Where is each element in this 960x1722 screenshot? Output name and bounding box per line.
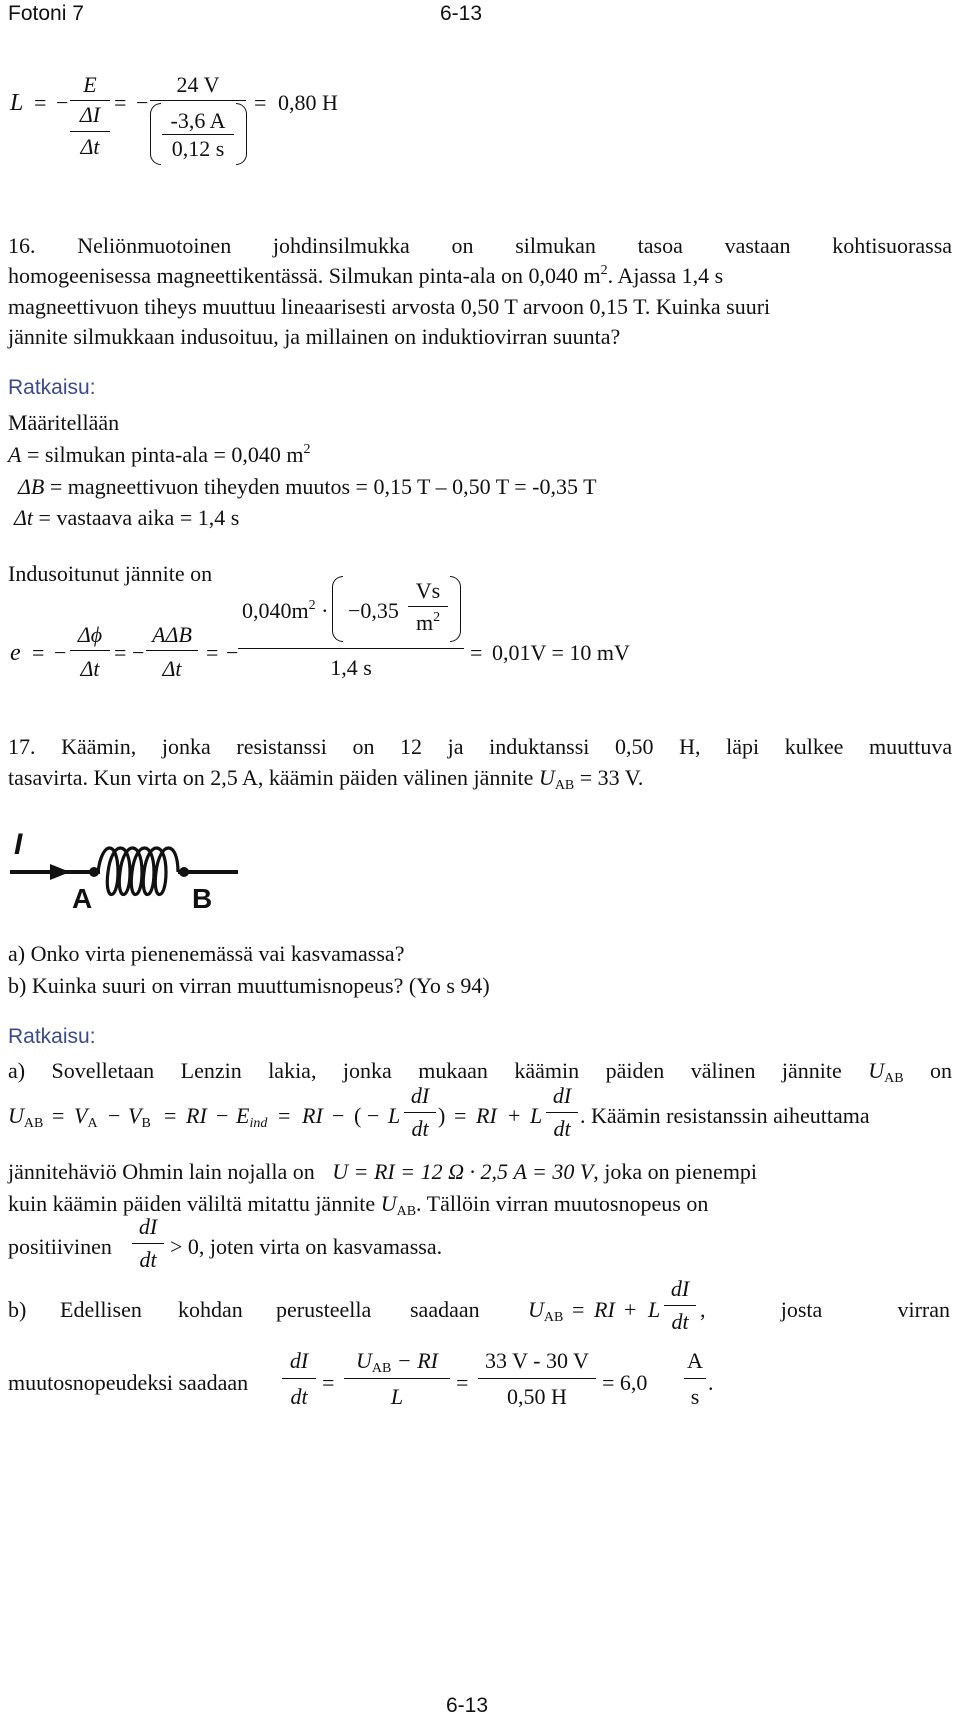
- word: lakia,: [268, 1058, 317, 1083]
- def-dt: [14, 505, 239, 531]
- word: on: [930, 1058, 953, 1083]
- fraction-bar: [70, 650, 110, 651]
- eq-minus: −: [216, 1103, 229, 1128]
- sol-a-line-3: [8, 1159, 757, 1185]
- fraction-bar: [70, 131, 110, 132]
- word: a): [8, 1058, 26, 1083]
- define-text: Määritellään: [8, 410, 120, 435]
- sol-b-line-1-tail: , josta virran: [700, 1297, 950, 1322]
- eq-paren: ( −: [354, 1103, 380, 1128]
- word: Käämin,: [61, 734, 137, 759]
- eq-dt: Δt: [162, 656, 182, 681]
- eq-equals: =: [32, 640, 45, 665]
- eq-Vs: Vs: [415, 578, 441, 603]
- eq-equals: =: [114, 90, 127, 115]
- eq-dphi: Δϕ: [77, 622, 103, 647]
- sol-a-line-1: [8, 1058, 952, 1087]
- sol-a-line-4: [8, 1191, 708, 1220]
- fraction-bar: [132, 1243, 164, 1244]
- word: induktanssi: [489, 734, 590, 759]
- def-dB: [18, 474, 597, 500]
- word: perusteella: [276, 1297, 372, 1322]
- eq-minus: −: [226, 640, 239, 665]
- eq-result: 0,80 H: [278, 90, 338, 115]
- eq-equals: =: [278, 1103, 291, 1128]
- sol-a-line-5-tail: [170, 1234, 442, 1260]
- eq-dt: Δt: [80, 134, 100, 159]
- fraction-bar: [404, 1112, 436, 1113]
- eq-dI: ΔI: [79, 102, 101, 127]
- sol-b-label: b): [8, 1297, 27, 1322]
- eq-result: = 6,0: [602, 1370, 648, 1395]
- word: 12: [400, 734, 423, 759]
- word: on: [352, 734, 375, 759]
- solution-heading: Ratkaisu:: [8, 376, 96, 399]
- word: 0,50: [615, 734, 654, 759]
- eq-den-L: L: [390, 1384, 404, 1409]
- text: homogeenisessa magneettikentässä. Silmukan pinta-ala on 0,040 m: [8, 263, 601, 288]
- paren-right: [450, 576, 461, 642]
- text: kuin käämin päiden väliltä mitattu jännite: [8, 1191, 381, 1216]
- word: Neliönmuotoinen: [77, 233, 232, 258]
- fraction-bar: [282, 1378, 316, 1379]
- eq-den-top: -3,6 A: [170, 108, 226, 133]
- subscript: B: [141, 1116, 151, 1131]
- word: 17.: [8, 734, 36, 759]
- word: ja: [447, 734, 464, 759]
- question-b: b) Kuinka suuri on virran muuttumisnopeus? (Yo s 94): [8, 973, 490, 998]
- eq-equals: =: [164, 1103, 177, 1128]
- eq-dt: dt: [553, 1116, 571, 1141]
- text: = 33 V.: [574, 765, 644, 790]
- eq-UAB: $U_{AB}$: [8, 1103, 44, 1131]
- eq-result: 0,01V = 10 mV: [492, 640, 630, 665]
- eq-numerator: 24 V: [176, 72, 220, 97]
- eq-L: L: [530, 1103, 543, 1128]
- word: välinen: [690, 1058, 756, 1083]
- sol-a-positive: positiivinen: [8, 1234, 112, 1259]
- text: m: [415, 610, 434, 635]
- word: jonka: [342, 1058, 392, 1083]
- p17-line-2: [8, 765, 643, 794]
- text: . Tällöin virran muutosnopeus on: [416, 1191, 709, 1216]
- word: Sovelletaan: [51, 1058, 155, 1083]
- paren-right: [236, 103, 247, 165]
- word: kohdan: [178, 1297, 243, 1322]
- text: 0,040m: [242, 598, 309, 623]
- symbol: A: [8, 442, 22, 467]
- eq-L-symbol: L: [10, 90, 24, 116]
- fraction-bar: [146, 650, 198, 651]
- text: . Ajassa 1,4 s: [607, 263, 724, 288]
- word: kohtisuorassa: [832, 233, 953, 258]
- superscript: 2: [600, 263, 608, 278]
- eq-plus: +: [624, 1297, 637, 1322]
- fraction-bar: [162, 134, 234, 135]
- text: , joten virta on kasvamassa.: [198, 1234, 443, 1259]
- question-a: a) Onko virta pienenemässä vai kasvamassa?: [8, 941, 405, 966]
- diagram-label-I: I: [14, 828, 23, 861]
- induced-text: Indusoitunut jännite on: [8, 561, 213, 586]
- eq-RI: RI: [594, 1297, 615, 1322]
- word: H,: [679, 734, 701, 759]
- word: $U_{AB}$: [868, 1058, 904, 1086]
- eq-RI: RI: [186, 1103, 207, 1128]
- p16-line-3: magneettivuon tiheys muuttuu lineaarisesti arvosta 0,50 T arvoon 0,15 T. Kuinka suuri: [8, 294, 771, 319]
- eq-L: L: [388, 1103, 401, 1128]
- eq-minus: −: [332, 1103, 345, 1128]
- eq-equals: =: [114, 640, 127, 665]
- text: , joka on pienempi: [593, 1159, 758, 1184]
- word: johdinsilmukka: [272, 233, 410, 258]
- eq-paren-close: ): [438, 1103, 446, 1128]
- sol-b-line-2: muutosnopeudeksi saadaan: [8, 1370, 249, 1395]
- eq-minus: −: [56, 90, 69, 115]
- eq-den: 1,4 s: [330, 655, 372, 680]
- symbol: $U_{AB}$: [380, 1191, 417, 1219]
- header-title: Fotoni 7: [8, 2, 84, 25]
- def-A: [8, 442, 311, 468]
- arrow-icon: [50, 864, 70, 880]
- word: muuttuva: [868, 734, 953, 759]
- superscript: 2: [433, 610, 441, 625]
- eq-AdB: AΔB: [152, 622, 192, 647]
- eq-dt: dt: [411, 1116, 429, 1141]
- text: = silmukan pinta-ala = 0,040 m: [21, 442, 304, 467]
- eq-unit-s: s: [690, 1384, 700, 1409]
- eq-plus: +: [508, 1103, 521, 1128]
- eq-dI: dI: [670, 1276, 690, 1301]
- diagram-label-A: A: [72, 883, 93, 914]
- eq-L: L: [648, 1297, 661, 1322]
- word: jonka: [161, 734, 211, 759]
- text: jännitehäviö Ohmin lain nojalla on: [8, 1159, 315, 1184]
- p16-line-2: [8, 263, 723, 289]
- word: läpi: [726, 734, 760, 759]
- fraction-bar: [150, 100, 246, 101]
- eq-dt: dt: [139, 1247, 157, 1272]
- subscript: AB: [543, 1310, 564, 1325]
- fraction-bar: [344, 1378, 450, 1379]
- eq-equals: =: [572, 1297, 585, 1322]
- word: jännite: [781, 1058, 842, 1083]
- text: tasavirta. Kun virta on 2,5 A, käämin päiden välinen jännite: [8, 765, 539, 790]
- subscript: ind: [249, 1116, 268, 1131]
- fraction-bar: [70, 100, 110, 101]
- eq-VA: $V_A$: [74, 1103, 98, 1131]
- text: = vastaava aika = 1,4 s: [33, 505, 240, 530]
- eq-dI: dI: [289, 1348, 309, 1373]
- eq-dI: dI: [552, 1083, 572, 1108]
- word: tasoa: [637, 233, 683, 258]
- eq-UAB: $U_{AB}$: [528, 1297, 564, 1325]
- superscript: 2: [308, 598, 316, 613]
- eq-m2: [408, 610, 448, 636]
- eq-unit-A: A: [687, 1348, 703, 1373]
- eq-equals: =: [34, 90, 47, 115]
- eq-VB: $V_B$: [128, 1103, 151, 1131]
- eq-equals: =: [456, 1370, 469, 1395]
- eq-dt: Δt: [80, 656, 100, 681]
- terminal-A-dot: [89, 867, 99, 877]
- superscript: 2: [303, 442, 311, 457]
- p17-line-1: [8, 734, 952, 760]
- eq-equals: =: [52, 1103, 65, 1128]
- word: on: [451, 233, 474, 258]
- eq-RI: RI: [302, 1103, 323, 1128]
- word: vastaan: [724, 233, 791, 258]
- eq-equals: =: [206, 640, 219, 665]
- eq-equals: =: [322, 1370, 335, 1395]
- sol-a-line-2-tail: . Käämin resistanssin aiheuttama: [580, 1103, 870, 1128]
- word: mukaan: [418, 1058, 488, 1083]
- subscript: AB: [396, 1204, 417, 1219]
- text: > 0: [170, 1234, 199, 1259]
- eq-E: E: [83, 72, 97, 97]
- word: 16.: [8, 233, 36, 258]
- fraction-bar: [408, 606, 448, 607]
- text: = magneettivuon tiheyden muutos = 0,15 T – 0,50 T = -0,35 T: [44, 474, 597, 499]
- symbol: U: [538, 765, 555, 790]
- eq-num-UAB-RI: $U_{AB}$ − RI: [356, 1348, 438, 1376]
- word: saadaan: [410, 1297, 480, 1322]
- fraction-bar: [664, 1305, 696, 1306]
- diagram-label-B: B: [192, 883, 213, 914]
- eq-dI: dI: [410, 1083, 430, 1108]
- eq-num-33-30: 33 V - 30 V: [485, 1348, 589, 1373]
- word: silmukan: [515, 233, 596, 258]
- footer-page: 6-13: [446, 1694, 489, 1717]
- word: kulkee: [784, 734, 844, 759]
- fraction-bar: [478, 1378, 596, 1379]
- fraction-bar: [238, 648, 464, 649]
- eq-e-symbol: e: [10, 640, 21, 666]
- eq-den-bottom: 0,12 s: [171, 136, 225, 161]
- eq-num-a: [242, 598, 328, 624]
- equation-ohm: U = RI = 12 Ω · 2,5 A = 30 V: [332, 1159, 594, 1184]
- symbol: Δt: [14, 505, 34, 530]
- word: päiden: [605, 1058, 665, 1083]
- eq-minus: −: [54, 640, 67, 665]
- p16-line-4: jännite silmukkaan indusoituu, ja millainen on induktiovirran suunta?: [8, 324, 621, 349]
- header-page: 6-13: [440, 2, 483, 25]
- solution-heading: Ratkaisu:: [8, 1025, 96, 1048]
- eq-num-b: −0,35: [348, 598, 399, 623]
- eq-dI: dI: [138, 1214, 158, 1239]
- eq-dt: dt: [290, 1384, 308, 1409]
- subscript: A: [87, 1116, 98, 1131]
- eq-minus: −: [132, 640, 145, 665]
- coil-icon: [98, 848, 178, 895]
- fraction-bar: [684, 1378, 706, 1379]
- word: resistanssi: [236, 734, 327, 759]
- subscript: AB: [554, 778, 575, 793]
- eq-equals: =: [254, 90, 267, 115]
- eq-den-050H: 0,50 H: [507, 1384, 567, 1409]
- terminal-B-dot: [179, 867, 189, 877]
- paren-left: [332, 576, 343, 642]
- eq-equals: =: [454, 1103, 467, 1128]
- subscript: AB: [23, 1116, 44, 1131]
- eq-RI: RI: [476, 1103, 497, 1128]
- p16-line-1: [8, 233, 952, 259]
- eq-Eind: $E_{ind}$: [236, 1103, 268, 1131]
- period: .: [708, 1370, 714, 1395]
- symbol: ΔB: [18, 474, 45, 499]
- fraction-bar: [546, 1112, 578, 1113]
- eq-minus: −: [136, 90, 149, 115]
- subscript: AB: [371, 1361, 392, 1376]
- eq-minus: −: [108, 1103, 121, 1128]
- word: käämin: [514, 1058, 580, 1083]
- eq-dt: dt: [671, 1309, 689, 1334]
- word: Lenzin: [180, 1058, 242, 1083]
- coil-diagram: [6, 822, 242, 926]
- dot: ·: [321, 598, 329, 623]
- word: Edellisen: [60, 1297, 142, 1322]
- eq-equals: =: [470, 640, 483, 665]
